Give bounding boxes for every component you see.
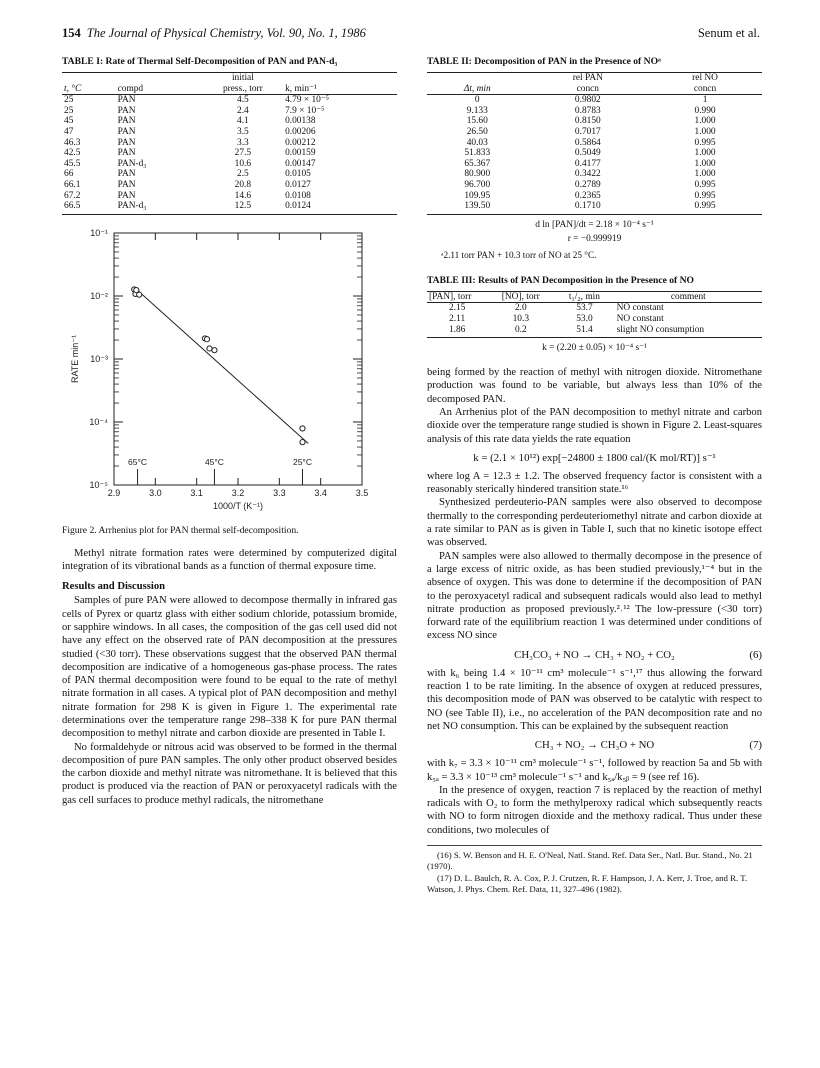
table1-col-k: k, min⁻¹ — [283, 84, 397, 95]
table3-col-1: [PAN], torr — [427, 291, 487, 303]
t1-cell: 0.0108 — [285, 190, 311, 201]
t2-row — [427, 106, 762, 117]
table2-col-no-concn: concn — [648, 84, 762, 95]
t3-row — [427, 314, 762, 325]
t2-row — [427, 191, 762, 202]
t1-row — [62, 106, 397, 117]
t3-cell: NO constant — [616, 303, 664, 314]
temperature-label: 65°C — [128, 456, 148, 467]
table1-col-compd: compd — [116, 84, 203, 95]
t1-cell: 66.5 — [62, 201, 116, 214]
t1-cell: 3.5 — [237, 126, 249, 137]
x-tick-label: 3.2 — [231, 487, 245, 498]
t1-row — [62, 191, 397, 202]
t1-cell: PAN — [117, 179, 136, 190]
t2-cell: 139.50 — [427, 201, 528, 214]
table3-caption: TABLE III: Results of PAN Decomposition in the Presence of NO — [427, 274, 695, 286]
t2-cell: 0.3422 — [574, 169, 601, 180]
t1-cell: 10.6 — [234, 158, 252, 169]
table1-col-press: press., torr — [203, 84, 283, 95]
t1-row — [62, 169, 397, 180]
reference-16: (16) S. W. Benson and H. E. O'Neal, Natl. Stand. Ref. Data Ser., Natl. Bur. Stand., No. 21 (1970). — [427, 850, 753, 871]
t3-row — [427, 325, 762, 338]
t1-cell: PAN — [117, 95, 136, 106]
right-column — [427, 56, 762, 896]
t1-cell: PAN — [117, 148, 136, 159]
right-paragraph-2: An Arrhenius plot of the PAN decomposition to methyl nitrate and carbon dioxide over the temperature range studied is shown in Figure 2. Least-squares analysis of this rate data yields the rate equation — [427, 406, 762, 445]
left-paragraph-1: Methyl nitrate formation rates were determined by computerized digital integration of its vibrational bands as a function of thermal exposure time. — [62, 547, 397, 573]
data-point — [137, 292, 142, 297]
equation-6-number: (6) — [749, 648, 762, 661]
t1-cell: 27.5 — [234, 148, 252, 159]
section-heading: Results and Discussion — [62, 581, 166, 593]
data-point — [204, 336, 209, 341]
table1-head-initial: initial — [203, 73, 283, 84]
table3-k: k = (2.20 ± 0.05) × 10⁻⁴ s⁻¹ — [542, 343, 647, 354]
t1-row — [62, 148, 397, 159]
journal-title: The Journal of Physical Chemistry, Vol. 90, No. 1, 1986 — [86, 26, 366, 40]
t1-cell: 4.5 — [237, 95, 249, 106]
x-tick-label: 3.4 — [314, 487, 327, 498]
t1-cell: 0.00206 — [285, 126, 316, 137]
y-tick-label: 10⁻³ — [90, 353, 108, 364]
right-paragraph-4: Synthesized perdeuterio-PAN samples were also observed to decompose thermally to the corresponding perdeuteriomethyl nitrate and carbon dioxide at a rate similar to PAN as is given in Table I, such that no kinetic isotope effect was observed. — [427, 497, 762, 549]
t1-cell: 45 — [64, 116, 74, 127]
table1-col-t: t, °C — [62, 84, 116, 95]
table2-col-dt: Δt, min — [427, 84, 528, 95]
t1-cell: 67.2 — [64, 190, 81, 201]
t2-cell: 1.000 — [694, 148, 716, 159]
t2-row — [427, 138, 762, 149]
equation-6 — [427, 647, 762, 663]
t2-row — [427, 159, 762, 170]
equation-7-text: CH₃ + NO₂ → CH₃O + NO — [534, 739, 655, 752]
t3-cell: 0.2 — [487, 325, 554, 338]
t3-cell: 2.0 — [514, 303, 527, 314]
table2-col-pan-concn: concn — [528, 84, 649, 95]
t2-cell: 9.133 — [466, 105, 488, 116]
t2-cell: 0 — [474, 95, 480, 106]
right-paragraph-3: where log A = 12.3 ± 1.2. The observed frequency factor is consistent with a reasonably sterically hindered transition state.¹⁶ — [427, 470, 762, 496]
t1-cell: 0.0124 — [283, 201, 397, 214]
x-axis-label: 1000/T (K⁻¹) — [212, 500, 264, 511]
t3-cell: NO constant — [616, 313, 664, 324]
t2-row — [427, 169, 762, 180]
t1-cell: 47 — [64, 126, 74, 137]
right-paragraph-5: PAN samples were also allowed to thermally decompose in the presence of a large excess of nitric oxide, as has been studied previously,¹⁻⁴ but in the absence of oxygen. This was done to determine if the decomposition of PAN to the peroxyacetyl radical and subsequent radicals would also lead to methyl nitrate production as proposed previously.²˒¹² The low-pressure (<30 torr) forward rate of the equilibrium reaction 1 was determined under conditions of excess NO since — [427, 550, 762, 642]
t2-cell: 0.995 — [648, 201, 762, 214]
table1 — [62, 72, 397, 215]
rate-equation: k = (2.1 × 10¹²) exp[−24800 ± 1800 cal/(K mol/RT)] s⁻¹ — [473, 451, 716, 464]
table3-col-3: t₁/₂, min — [554, 291, 614, 303]
t1-cell: 0.0127 — [285, 179, 311, 190]
t1-cell: 0.00159 — [285, 148, 316, 159]
t2-cell: 26.50 — [466, 126, 488, 137]
x-tick-label: 3.1 — [190, 487, 203, 498]
t2-cell: 0.8783 — [574, 105, 601, 116]
t3-cell: slight NO consumption — [615, 325, 762, 338]
left-paragraph-3: No formaldehyde or nitrous acid was observed to be formed in the thermal decomposition of pure PAN samples. The only other product observed besides the carbon dioxide and methyl nitrate was nitromethane. It is believed that this product is produced via the reaction of PAN or peroxyacetyl radicals with the gas cell surfaces to produce methyl radicals, the nitromethane — [62, 741, 397, 806]
t2-row — [427, 127, 762, 138]
t3-cell: 2.11 — [449, 313, 466, 324]
data-point — [207, 346, 212, 351]
table3 — [427, 291, 762, 338]
t1-cell: PAN — [117, 169, 136, 180]
t2-cell: 0.9802 — [574, 95, 601, 106]
plot-frame — [114, 233, 362, 485]
t1-cell: 46.3 — [64, 137, 81, 148]
t2-cell: 0.5864 — [574, 137, 601, 148]
y-tick-label: 10⁻⁴ — [89, 416, 108, 427]
t2-cell: 0.5049 — [574, 148, 601, 159]
t1-cell: 7.9 × 10⁻⁵ — [285, 105, 325, 116]
t2-cell: 109.95 — [464, 190, 491, 201]
t2-cell: 96.700 — [464, 179, 491, 190]
t1-cell: 2.5 — [237, 169, 249, 180]
t3-cell: 1.86 — [427, 325, 487, 338]
table3-col-4: comment — [615, 291, 762, 303]
t2-cell: 0.995 — [694, 190, 716, 201]
t1-cell: 12.5 — [203, 201, 283, 214]
x-tick-label: 3.0 — [149, 487, 162, 498]
t2-row — [427, 201, 762, 214]
t1-row — [62, 138, 397, 149]
x-tick-label: 3.3 — [273, 487, 286, 498]
left-column — [62, 56, 397, 807]
figure2-arrhenius-plot — [62, 223, 397, 523]
table3-col-2: [NO], torr — [487, 291, 554, 303]
header-left — [62, 26, 366, 41]
x-tick-label: 2.9 — [107, 487, 121, 498]
table2-col-no: rel NO — [648, 73, 762, 84]
t1-cell: PAN — [117, 116, 136, 127]
t2-cell: 1 — [702, 95, 708, 106]
t2-cell: 0.990 — [694, 105, 716, 116]
t1-cell: 0.0105 — [285, 169, 311, 180]
t1-cell: 0.00147 — [285, 158, 316, 169]
data-point — [300, 439, 305, 444]
y-axis-label: RATE min⁻¹ — [70, 334, 80, 383]
t2-row — [427, 95, 762, 106]
figure2-caption: Figure 2. Arrhenius plot for PAN thermal self-decomposition. — [62, 524, 299, 536]
y-tick-label: 10⁻¹ — [90, 227, 108, 238]
t1-cell: 2.4 — [237, 105, 249, 116]
t2-cell: 15.60 — [466, 116, 488, 127]
page-number: 154 — [62, 26, 81, 40]
table2-footnote: ᵃ2.11 torr PAN + 10.3 torr of NO at 25 °C. — [441, 249, 597, 260]
t1-cell: PAN-d₃ — [116, 201, 203, 214]
page-header — [62, 26, 760, 42]
t1-cell: 0.00212 — [285, 137, 316, 148]
t1-cell: 0.00138 — [285, 116, 316, 127]
table1-caption: TABLE I: Rate of Thermal Self-Decomposition of PAN and PAN-d₃ — [62, 56, 338, 67]
t2-cell: 0.4177 — [574, 158, 601, 169]
t3-cell: 2.15 — [448, 303, 466, 314]
t1-cell: 66 — [64, 169, 74, 180]
right-paragraph-6: with k₆ being 1.4 × 10⁻¹¹ cm³ molecule⁻¹ s⁻¹,¹⁷ thus allowing the forward reaction 1 to be rate limiting. In the absence of oxygen at reduced pressures, this decomposition mode of PAN was observed to be catalytic with respect to NO (see Table II), i.e., no acceleration of the PAN decomposition rate and no net NO consumption. This can be explained by the subsequent reaction — [427, 667, 762, 732]
reference-17: (17) D. L. Baulch, R. A. Cox, P. J. Crutzen, R. F. Hampson, J. A. Kerr, J. Troe, and R. T. Watson, J. Phys. Chem. Ref. Data, 11, 327–496 (1982). — [427, 873, 748, 894]
t2-cell: 0.995 — [694, 137, 716, 148]
t2-cell: 80.900 — [464, 169, 491, 180]
t1-cell: 25 — [64, 105, 74, 116]
t1-cell: PAN — [117, 105, 136, 116]
right-paragraph-8: In the presence of oxygen, reaction 7 is replaced by the reaction of methyl radicals with O₂ to form the methylperoxy radical which subsequently reacts with NO to form nitrogen dioxide and the methoxy radical. Thus under these conditions, two molecules of — [427, 784, 762, 836]
t1-row — [62, 201, 397, 214]
t1-cell: 42.5 — [64, 148, 81, 159]
table2 — [427, 72, 762, 215]
t1-cell: PAN-d₃ — [117, 158, 147, 169]
t1-cell: 20.8 — [234, 179, 252, 190]
t2-cell: 0.995 — [694, 179, 716, 190]
t2-row — [427, 148, 762, 159]
data-point — [300, 426, 305, 431]
t2-row — [427, 116, 762, 127]
y-tick-label: 10⁻⁵ — [89, 479, 108, 490]
t2-cell: 0.7017 — [574, 126, 601, 137]
equation-7-number: (7) — [749, 739, 762, 752]
t1-row — [62, 116, 397, 127]
t1-cell: PAN — [117, 126, 136, 137]
right-paragraph-1: being formed by the reaction of methyl with nitrogen dioxide. Nitromethane production was found to be variable, but always less than 10% of the decomposed PAN. — [427, 367, 762, 405]
t1-cell: 66.1 — [64, 179, 81, 190]
header-authors: Senum et al. — [697, 26, 760, 40]
t1-cell: 14.6 — [234, 190, 252, 201]
y-tick-label: 10⁻² — [90, 290, 108, 301]
equation-7 — [427, 737, 762, 753]
t1-row — [62, 95, 397, 106]
t1-cell: PAN — [117, 190, 136, 201]
t2-row — [427, 180, 762, 191]
table2-caption: TABLE II: Decomposition of PAN in the Presence of NOᵃ — [427, 56, 661, 67]
x-tick-label: 3.5 — [355, 487, 369, 498]
t1-cell: PAN — [117, 137, 136, 148]
left-paragraph-2: Samples of pure PAN were allowed to decompose thermally in infrared gas cells of Pyrex or quartz glass with either sodium chloride, potassium bromide, or sapphire windows. In all cases, the composition of the gas cell used did not have any effect on the observed rate of PAN decomposition at the pressures studied (<30 torr). These observations suggest that the observed PAN thermal decomposition are indicative of a homogeneous gas-phase process. The rates of PAN thermal decomposition were found to be equal to the rate of methyl nitrate formation in all cases. A typical plot of PAN decomposition and methyl nitrate formation for 298 K is given in Figure 1. The experimental rate determinations over the temperature range 298–338 K for pure PAN thermal decomposition to methyl nitrate and carbon dioxide are presented in Table I. — [62, 595, 397, 740]
t2-cell: 0.8150 — [574, 116, 601, 127]
data-point — [212, 347, 217, 352]
t2-cell: 1.000 — [694, 158, 716, 169]
t2-cell: 1.000 — [694, 126, 716, 137]
t2-cell: 65.367 — [464, 158, 491, 169]
t3-cell: 53.0 — [576, 313, 593, 324]
t1-row — [62, 180, 397, 191]
t1-cell: 45.5 — [64, 158, 81, 169]
references — [427, 845, 762, 895]
t1-cell: 4.1 — [237, 116, 249, 127]
table2-equation-1: d ln [PAN]/dt = 2.18 × 10⁻⁴ s⁻¹ — [535, 219, 654, 230]
t2-cell: 40.03 — [466, 137, 488, 148]
temperature-label: 45°C — [204, 456, 224, 467]
t1-cell: 4.79 × 10⁻⁵ — [285, 95, 330, 106]
table2-col-pan: rel PAN — [528, 73, 649, 84]
table2-equation-2: r = −0.999919 — [567, 233, 622, 244]
t1-row — [62, 159, 397, 170]
t3-cell: 10.3 — [512, 313, 529, 324]
right-paragraph-7: with k₇ = 3.3 × 10⁻¹¹ cm³ molecule⁻¹ s⁻¹, followed by reaction 5a and 5b with k₅ₐ = 3.3 × 10⁻¹³ cm³ molecule⁻¹ s⁻¹ and k₅ₐ/k₅ᵦ = 9 (see ref 16). — [427, 758, 762, 783]
fit-line — [135, 288, 309, 444]
t2-cell: 51.833 — [464, 148, 491, 159]
t2-cell: 0.2365 — [574, 190, 601, 201]
equation-6-text: CH₃CO₃ + NO → CH₃ + NO₂ + CO₂ — [514, 648, 675, 661]
t1-cell: 3.3 — [237, 137, 249, 148]
t3-cell: 51.4 — [554, 325, 614, 338]
temperature-label: 25°C — [292, 456, 312, 467]
t3-cell: 53.7 — [576, 303, 593, 314]
t2-cell: 0.2789 — [574, 179, 601, 190]
t2-cell: 1.000 — [694, 116, 716, 127]
t1-cell: 25 — [64, 95, 74, 106]
t3-row — [427, 303, 762, 314]
t2-cell: 0.1710 — [528, 201, 649, 214]
t2-cell: 1.000 — [694, 169, 716, 180]
t1-row — [62, 127, 397, 138]
